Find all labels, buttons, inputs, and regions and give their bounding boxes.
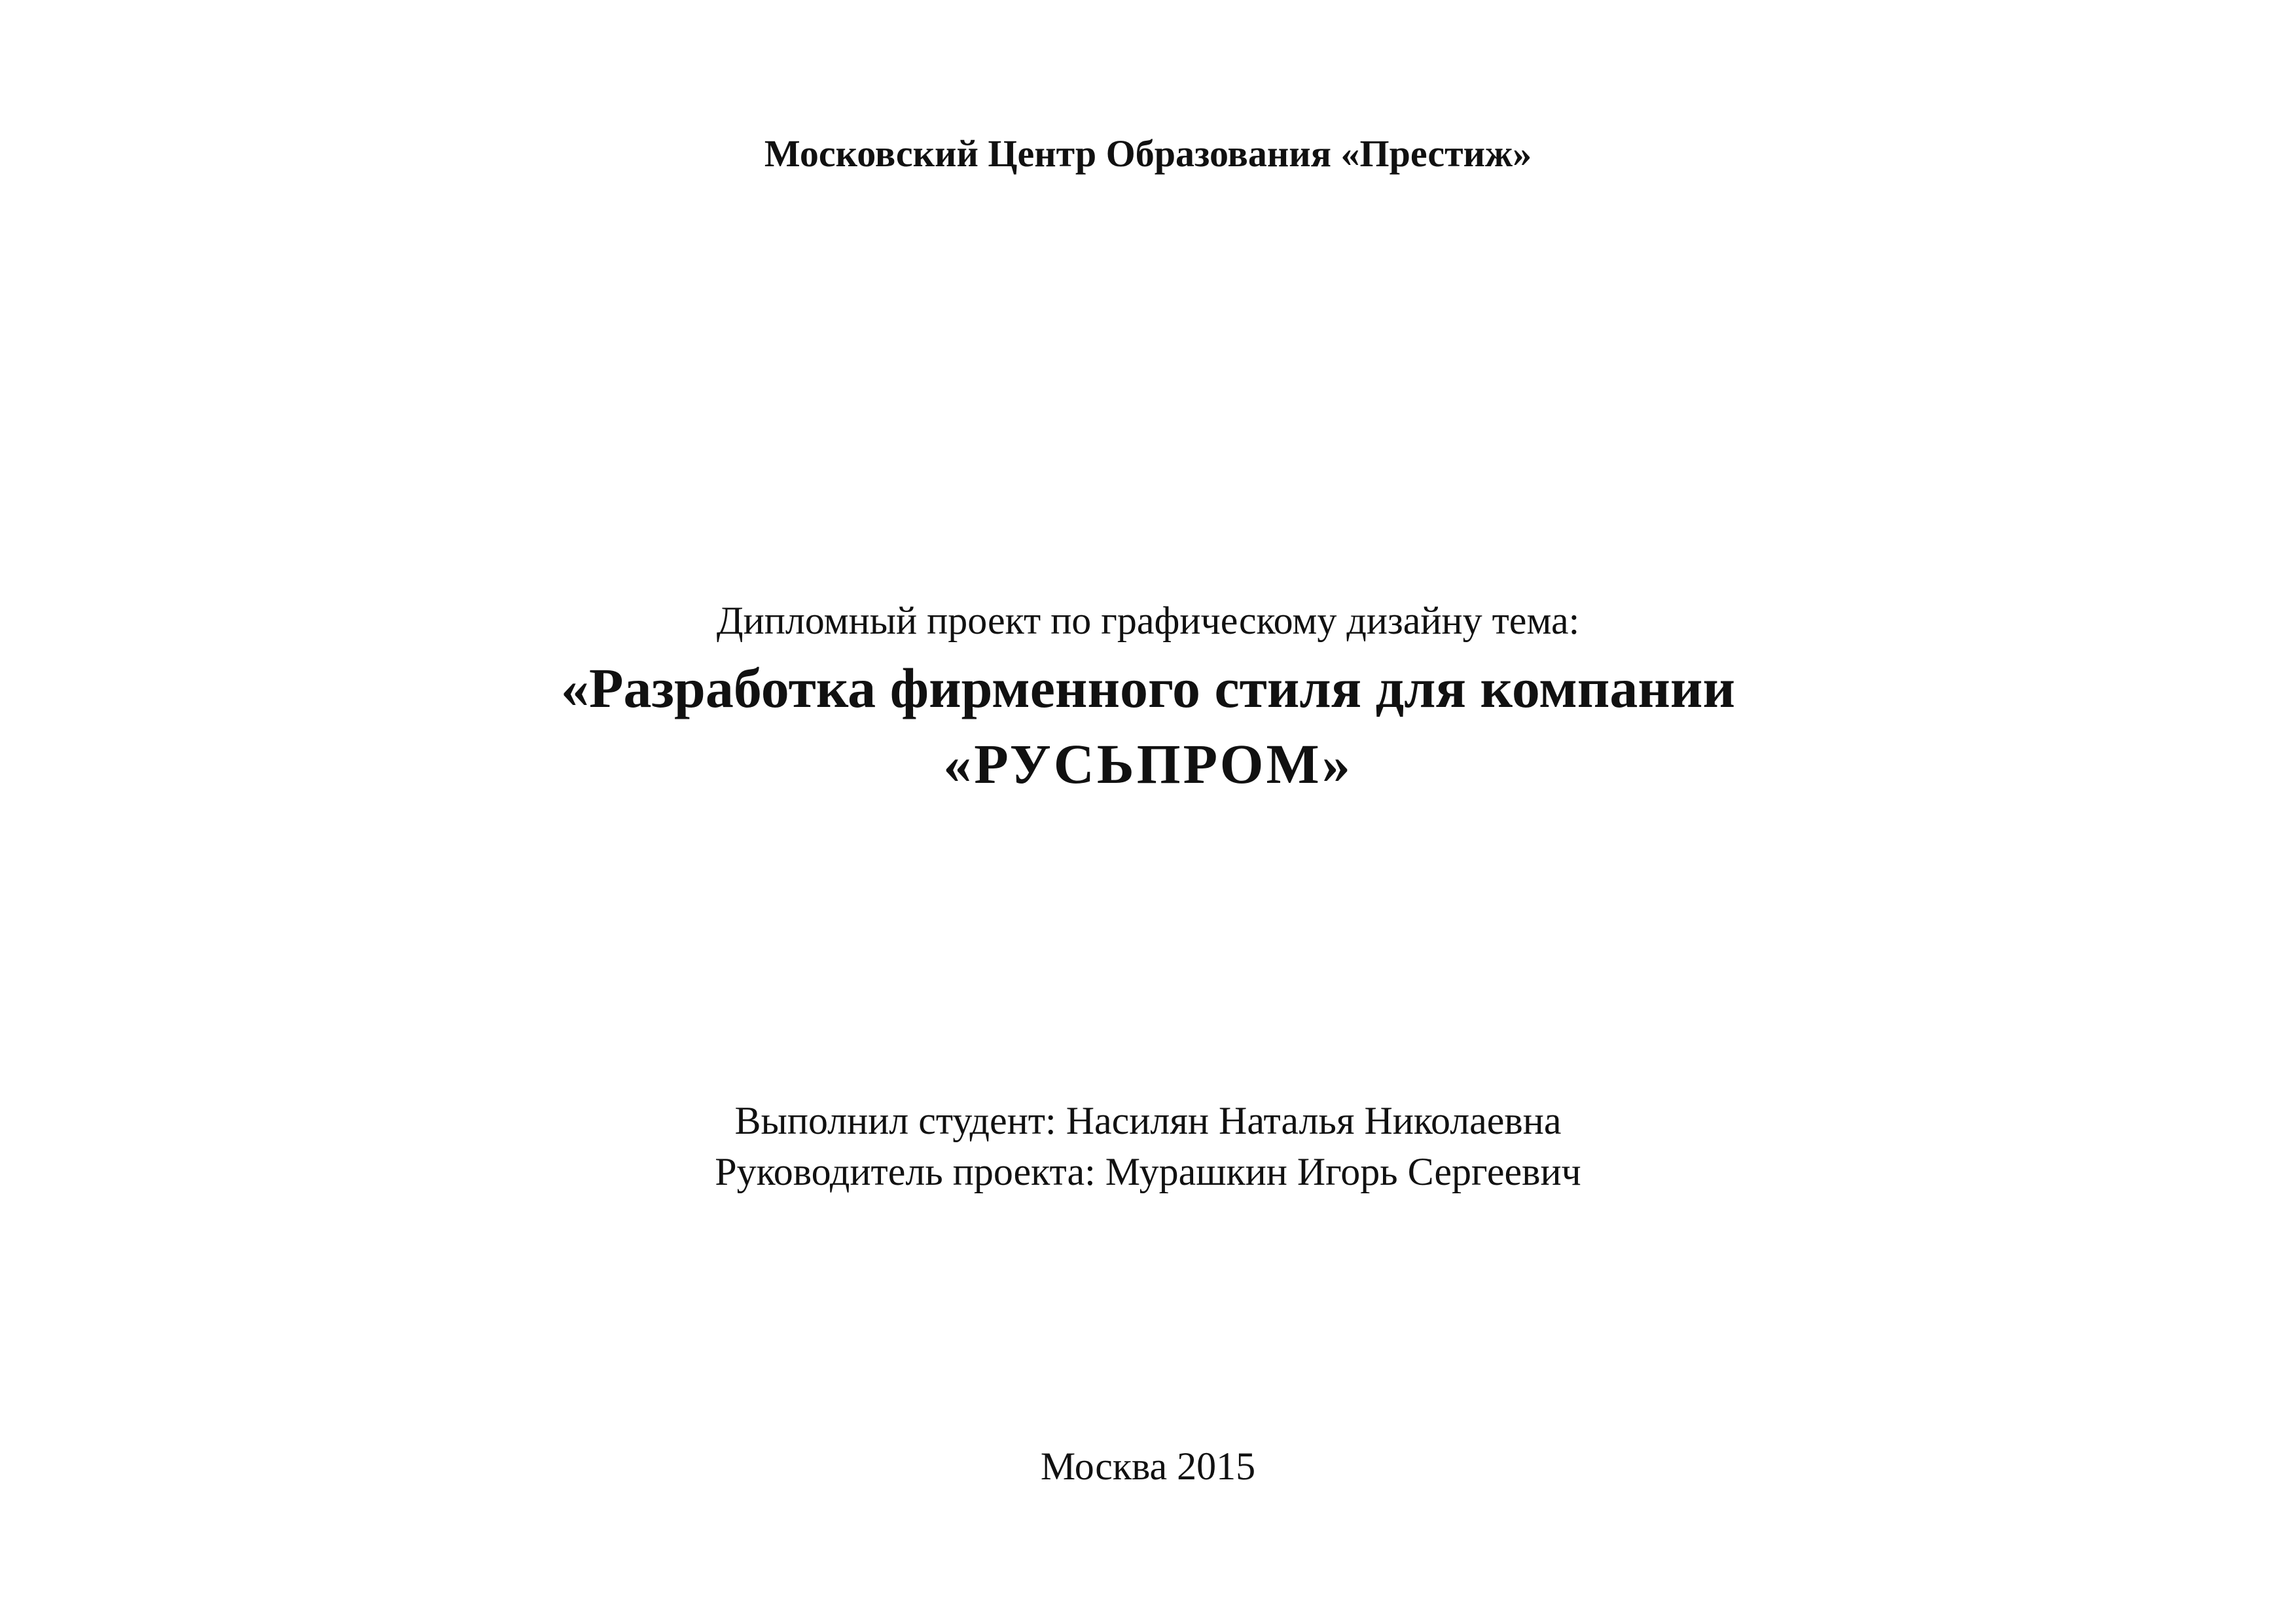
project-title-line-2: «РУСЬПРОМ» bbox=[943, 732, 1353, 795]
student-line: Выполнил студент: Насилян Наталья Николаевна bbox=[734, 1099, 1562, 1142]
project-title-line-1: «Разработка фирменного стиля для компании bbox=[560, 657, 1736, 719]
city-year: Москва 2015 bbox=[1040, 1445, 1256, 1488]
project-subtitle: Дипломный проект по графическому дизайну тема: bbox=[716, 599, 1580, 642]
supervisor-line: Руководитель проекта: Мурашкин Игорь Сергеевич bbox=[715, 1150, 1581, 1193]
institution-name: Московский Центр Образования «Престиж» bbox=[764, 132, 1532, 175]
